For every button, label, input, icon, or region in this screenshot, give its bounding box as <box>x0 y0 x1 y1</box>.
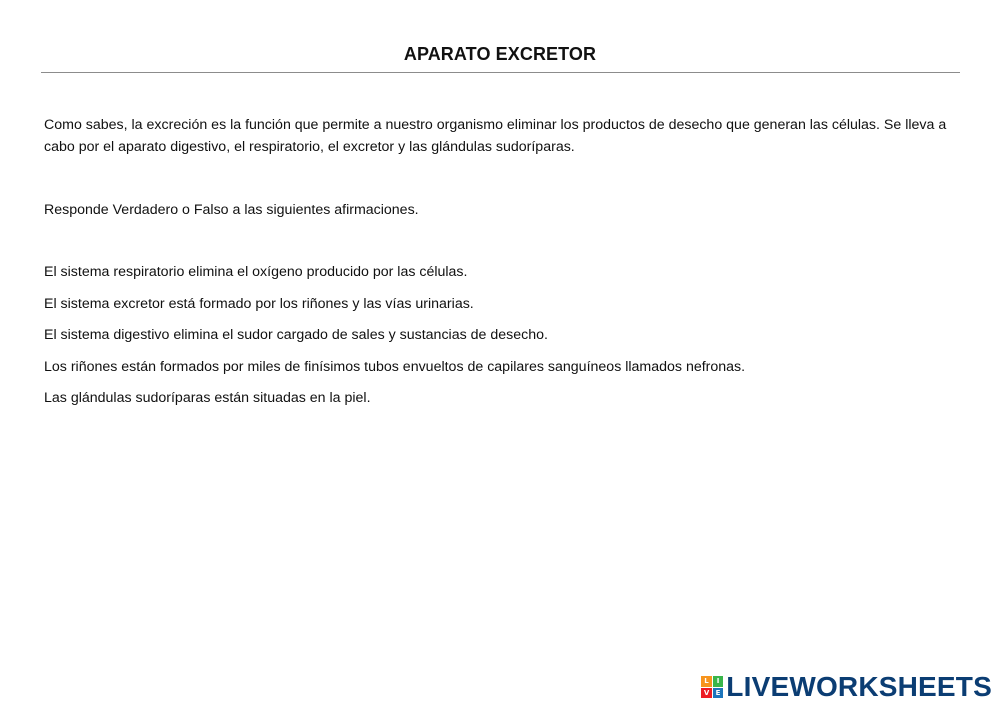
page-title: APARATO EXCRETOR <box>403 44 597 64</box>
intro-paragraph: Como sabes, la excreción es la función que permite a nuestro organismo eliminar los productos de desecho que generan las células. Se lleva a cabo por el aparato digestivo, el respiratorio, el excretor y las glándulas sudoríparas. <box>44 117 947 155</box>
liveworksheets-logo-icon <box>701 676 723 698</box>
logo-tile-l: L <box>701 676 712 687</box>
statement-item: El sistema excretor está formado por los riñones y las vías urinarias. <box>44 295 474 312</box>
title-divider <box>41 72 960 73</box>
statement-item: El sistema digestivo elimina el sudor cargado de sales y sustancias de desecho. <box>44 327 548 343</box>
statement-item: El sistema respiratorio elimina el oxígeno producido por las células. <box>44 264 468 280</box>
statement-list <box>44 262 745 420</box>
statement-item: Los riñones están formados por miles de finísimos tubos envueltos de capilares sanguíneos llamados nefronas. <box>44 358 746 375</box>
liveworksheets-logo <box>701 672 992 702</box>
logo-tile-e: E <box>713 688 724 699</box>
statement-item: Las glándulas sudoríparas están situadas en la piel. <box>44 390 371 406</box>
brand-name: LIVEWORKSHEETS <box>726 671 992 702</box>
logo-tile-i: I <box>713 676 724 687</box>
logo-tile-v: V <box>701 688 712 699</box>
instruction-text: Responde Verdadero o Falso a las siguientes afirmaciones. <box>44 202 419 218</box>
